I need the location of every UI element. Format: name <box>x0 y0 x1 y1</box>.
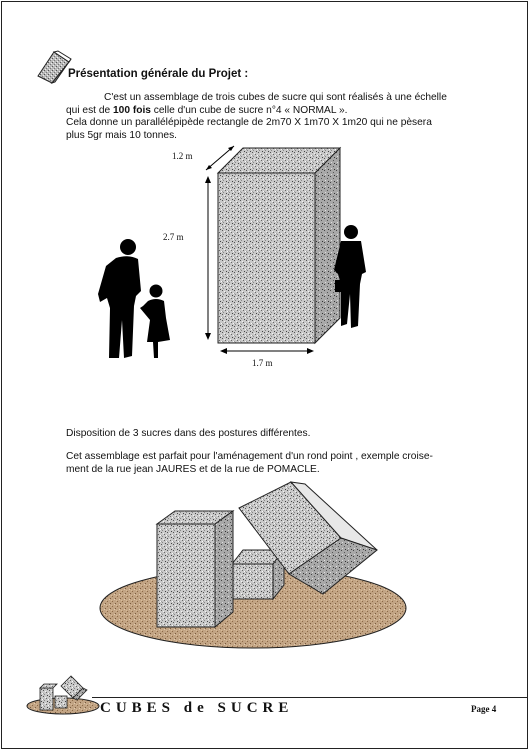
intro-line-2-bold: 100 fois <box>113 104 151 116</box>
footer-cubes-logo <box>25 672 105 716</box>
page-number: Page 4 <box>471 704 497 714</box>
businessman-silhouette <box>330 222 372 332</box>
disposition-text: Disposition de 3 sucres dans des postures différentes. <box>66 428 311 439</box>
assembly-line-1: Cet assemblage est parfait pour l'aménagement d'un rond point , exemple croise- <box>66 451 433 462</box>
intro-line-1: C'est un assemblage de trois cubes de sucre qui sont réalisés à une échelle <box>104 92 447 103</box>
intro-line-4: plus 5gr mais 10 tonnes. <box>66 129 177 141</box>
intro-paragraph <box>66 92 466 142</box>
intro-line-3: Cela donne un parallélépipède rectangle de 2m70 X 1m70 X 1m20 qui ne pèsera <box>66 117 432 128</box>
sugar-cube-icon <box>36 50 72 84</box>
footer-rule <box>92 697 528 698</box>
height-label: 2.7 m <box>163 232 184 242</box>
assembly-line-2: ment de la rue jean JAURES et de la rue de POMACLE. <box>66 463 320 475</box>
footer-title: CUBES de SUCRE <box>100 700 294 716</box>
section-title: Présentation générale du Projet : <box>68 68 249 80</box>
width-label: 1.7 m <box>252 358 273 368</box>
intro-line-2-post: celle d'un cube de sucre n°4 « NORMAL ». <box>150 104 348 116</box>
adult-child-silhouette <box>90 236 170 364</box>
roundabout-illustration <box>95 478 415 664</box>
depth-label: 1.2 m <box>172 151 193 161</box>
assembly-paragraph <box>66 451 466 476</box>
intro-line-2-pre: qui est de <box>66 104 114 116</box>
